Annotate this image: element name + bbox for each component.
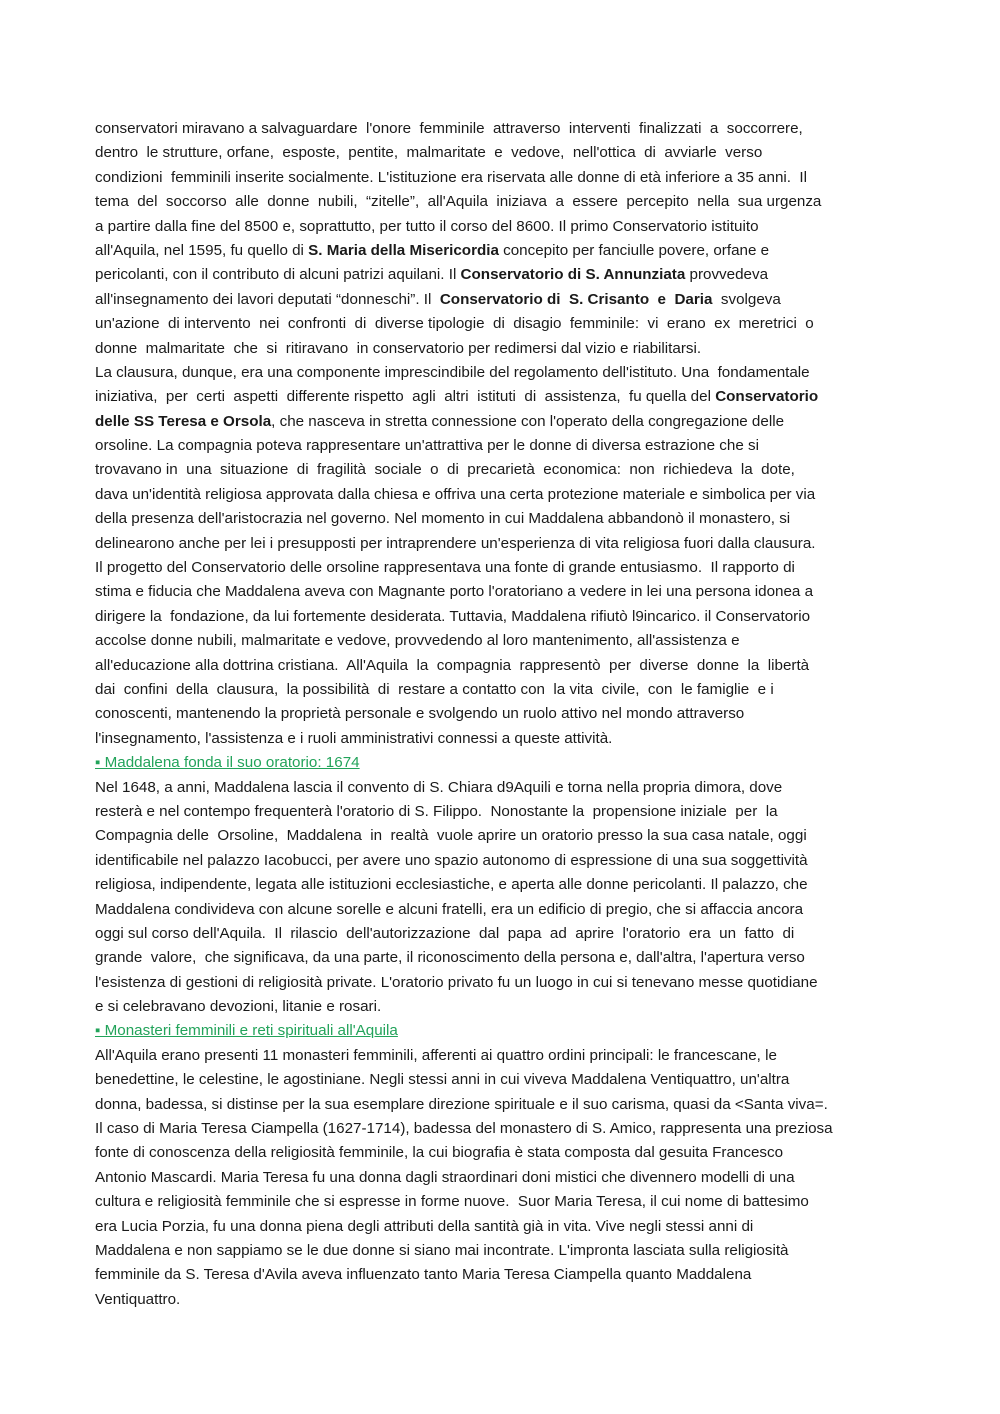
document-page (95, 117, 907, 1312)
text-line: all'educazione alla dottrina cristiana. All'Aquila la compagnia rappresentò per diverse donne la libertà (95, 656, 810, 674)
paragraph-oratorio (95, 776, 907, 1020)
text-line: trovavano in una situazione di fragilità sociale o di precarietà economica: non richiedeva la dote, (95, 461, 795, 479)
text-line (95, 263, 907, 287)
text-line: donne malmaritate che si ritiravano in conservatorio per redimersi dal vizio e riabilitarsi. (95, 339, 702, 357)
text-line: dirigere la fondazione, da lui fortemente desiderata. Tuttavia, Maddalena rifiutò l9incarico. il Conservatorio (95, 607, 811, 625)
bold-term: Conservatorio di S. Annunziata (460, 266, 686, 284)
text-line: Maddalena e non sappiamo se le due donne si siano mai incontrate. L'impronta lasciata sulla religiosità (95, 1241, 789, 1259)
text-line (95, 288, 907, 312)
text-segment: all'insegnamento dei lavori deputati “donneschi”. Il (95, 290, 440, 308)
text-line: un'azione di intervento nei confronti di diverse tipologie di disagio femminile: vi erano ex meretrici o (95, 315, 814, 333)
text-line: Compagnia delle Orsoline, Maddalena in realtà vuole aprire un oratorio presso la sua casa natale, oggi (95, 827, 807, 845)
text-line: orsoline. La compagnia poteva rappresentare un'attrattiva per le donne di diversa estrazione che si (95, 437, 759, 455)
text-line: Ventiquattro. (95, 1290, 181, 1308)
text-line: delinearono anche per lei i presupposti per intraprendere un'esperienza di vita religiosa fuori dalla clausura. (95, 534, 816, 552)
text-line: e si celebravano devozioni, litanie e rosari. (95, 998, 382, 1016)
text-line (95, 239, 907, 263)
text-segment: , che nasceva in stretta connessione con l'operato della congregazione delle (271, 412, 785, 430)
text-line: dai confini della clausura, la possibilità di restare a contatto con la vita civile, con le famiglie e i (95, 680, 774, 698)
bold-term: S. Maria della Misericordia (308, 241, 499, 259)
paragraph-conservatori (95, 117, 907, 751)
text-line: femminile da S. Teresa d'Avila aveva influenzato tanto Maria Teresa Ciampella quanto Maddalena (95, 1266, 752, 1284)
text-line: della presenza dell'aristocrazia nel governo. Nel momento in cui Maddalena abbandonò il monastero, si (95, 510, 791, 528)
text-line: dentro le strutture, orfane, esposte, pentite, malmaritate e vedove, nell'ottica di avviarle verso (95, 144, 763, 162)
text-segment: iniziativa, per certi aspetti differente rispetto agli altri istituti di assistenza, fu quella del (95, 388, 716, 406)
text-line: fonte di conoscenza della religiosità femminile, la cui biografia è stata composta dal gesuita Francesco (95, 1144, 784, 1162)
text-line (95, 410, 907, 434)
text-segment: pericolanti, con il contributo di alcuni patrizi aquilani. Il (95, 266, 461, 284)
text-segment: provvedeva (685, 266, 769, 284)
text-line: Nel 1648, a anni, Maddalena lascia il convento di S. Chiara d9Aquili e torna nella propria dimora, dove (95, 778, 783, 796)
paragraph-monasteri (95, 1044, 907, 1312)
section-heading-monasteri[interactable]: ▪ Monasteri femminili e reti spirituali all'Aquila (95, 1022, 398, 1040)
section-heading-oratorio[interactable]: ▪ Maddalena fonda il suo oratorio: 1674 (95, 754, 360, 772)
text-segment: svolgeva (712, 290, 781, 308)
text-segment: all'Aquila, nel 1595, fu quello di (95, 241, 309, 259)
text-line: All'Aquila erano presenti 11 monasteri femminili, afferenti ai quattro ordini principali: le francescane, le (95, 1046, 777, 1064)
text-line: l'esistenza di gestioni di religiosità private. L'oratorio privato fu un luogo in cui si tenevano messe quotidiane (95, 973, 818, 991)
text-line: conoscenti, mantenendo la proprietà personale e svolgendo un ruolo attivo nel mondo attraverso (95, 705, 745, 723)
text-line: Maddalena condivideva con alcune sorelle e alcuni fratelli, era un edificio di pregio, che si affaccia ancora (95, 900, 804, 918)
text-line: Il caso di Maria Teresa Ciampella (1627-1714), badessa del monastero di S. Amico, rappresenta una preziosa (95, 1120, 833, 1138)
bold-term: Conservatorio (715, 388, 819, 406)
text-line: resterà e nel contempo frequenterà l'oratorio di S. Filippo. Nonostante la propensione iniziale per la (95, 802, 778, 820)
text-line: religiosa, indipendente, legata alle istituzioni ecclesiastiche, e aperta alle donne pericolanti. Il palazzo, che (95, 876, 808, 894)
text-line: oggi sul corso dell'Aquila. Il rilascio dell'autorizzazione dal papa ad aprire l'oratorio era un fatto di (95, 924, 795, 942)
bold-term: Conservatorio di S. Crisanto e Daria (439, 290, 713, 308)
text-line: cultura e religiosità femminile che si espresse in forme nuove. Suor Maria Teresa, il cui nome di battesimo (95, 1193, 809, 1211)
text-line: donna, badessa, si distinse per la sua esemplare direzione spirituale e il suo carisma, quasi da <Santa viva=. (95, 1095, 828, 1113)
text-line: conservatori miravano a salvaguardare l'onore femminile attraverso interventi finalizzati a soccorrere, (95, 120, 803, 137)
text-line: l'insegnamento, l'assistenza e i ruoli amministrativi connessi a queste attività. (95, 729, 613, 747)
bold-term: delle SS Teresa e Orsola (95, 412, 272, 430)
text-line: grande valore, che significava, da una parte, il riconoscimento della persona e, dall'altra, l'apertura verso (95, 949, 805, 967)
text-line: Il progetto del Conservatorio delle orsoline rappresentava una fonte di grande entusiasmo. Il rapporto di (95, 559, 795, 577)
text-line: condizioni femminili inserite socialmente. L'istituzione era riservata alle donne di età inferiore a 35 anni. Il (95, 168, 808, 186)
text-line: accolse donne nubili, malmaritate e vedove, provvedendo al loro mantenimento, all'assistenza e (95, 632, 740, 650)
text-line: a partire dalla fine del 8500 e, soprattutto, per tutto il corso del 8600. Il primo Conservatorio istituito (95, 217, 759, 235)
text-line: tema del soccorso alle donne nubili, “zitelle”, all'Aquila iniziava a essere percepito nella sua urgenza (95, 193, 822, 211)
text-line: identificabile nel palazzo Iacobucci, per avere uno spazio autonomo di espressione di una sua soggettività (95, 851, 808, 869)
text-segment: concepito per fanciulle povere, orfane e (498, 241, 770, 259)
text-line: era Lucia Porzia, fu una donna piena degli attributi della santità già in vita. Vive negli stessi anni di (95, 1217, 754, 1235)
text-line: Antonio Mascardi. Maria Teresa fu una donna dagli straordinari doni mistici che divennero modelli di una (95, 1168, 795, 1186)
text-line: dava un'identità religiosa approvata dalla chiesa e offriva una certa protezione materiale e simbolica per via (95, 485, 816, 503)
text-line: stima e fiducia che Maddalena aveva con Magnante porto l'oratoriano a vedere in lei una persona idonea a (95, 583, 814, 601)
text-line (95, 385, 907, 409)
text-line: La clausura, dunque, era una componente imprescindibile del regolamento dell'istituto. Una fondamentale (95, 363, 810, 381)
text-line: benedettine, le celestine, le agostiniane. Negli stessi anni in cui viveva Maddalena Ventiquattro, un'altra (95, 1071, 790, 1089)
